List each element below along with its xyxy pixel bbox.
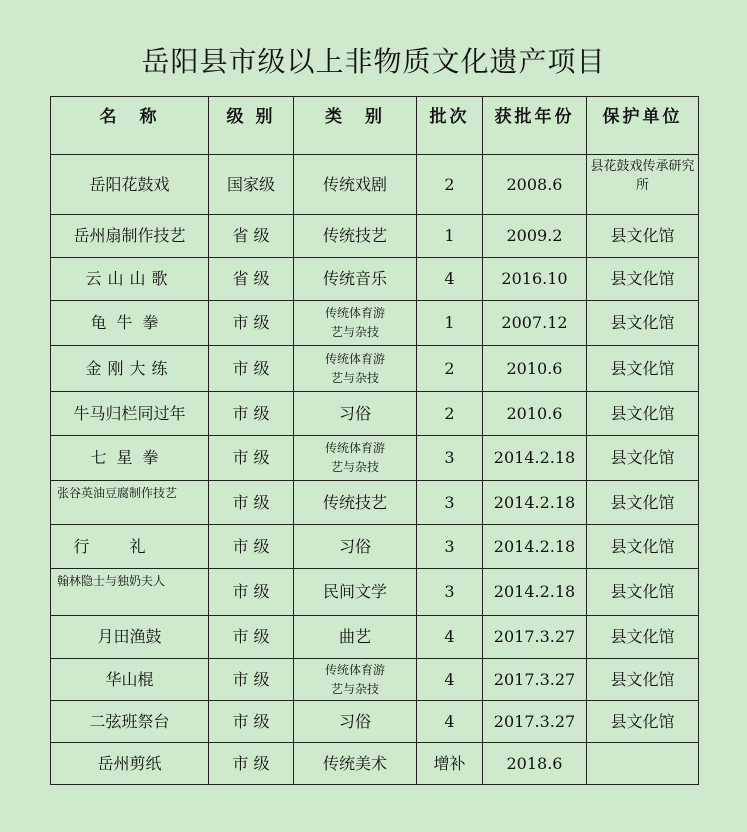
cell-batch: 3 xyxy=(417,525,483,569)
cell-level: 市 级 xyxy=(209,301,294,346)
cell-category xyxy=(294,436,417,481)
cell-batch: 2 xyxy=(417,346,483,392)
page-title: 岳阳县市级以上非物质文化遗产项目 xyxy=(141,45,606,78)
cell-batch: 2 xyxy=(417,392,483,436)
category-wrap: 传统体育游艺与杂技 xyxy=(324,662,385,696)
cell-name: 岳州扇制作技艺 xyxy=(51,215,209,258)
table-row xyxy=(51,258,699,301)
category-wrap: 传统体育游艺与杂技 xyxy=(324,351,385,385)
cell-name: 牛马归栏同过年 xyxy=(51,392,209,436)
table-row xyxy=(51,215,699,258)
cell-year: 2017.3.27 xyxy=(483,616,587,659)
cell-name: 行礼 xyxy=(51,525,209,569)
cell-unit: 县文化馆 xyxy=(587,392,699,436)
cell-level: 市 级 xyxy=(209,481,294,525)
cell-batch: 2 xyxy=(417,155,483,215)
cell-batch: 4 xyxy=(417,258,483,301)
cell-category: 习俗 xyxy=(294,392,417,436)
header-batch: 批次 xyxy=(417,97,483,155)
cell-batch: 4 xyxy=(417,659,483,701)
cell-name: 岳阳花鼓戏 xyxy=(51,155,209,215)
cell-batch: 4 xyxy=(417,701,483,743)
header-category: 类 别 xyxy=(294,97,417,155)
cell-category xyxy=(294,659,417,701)
cell-level: 市 级 xyxy=(209,436,294,481)
cell-level: 省 级 xyxy=(209,215,294,258)
table-row xyxy=(51,659,699,701)
cell-unit: 县文化馆 xyxy=(587,701,699,743)
header-year: 获批年份 xyxy=(483,97,587,155)
cell-unit: 县文化馆 xyxy=(587,215,699,258)
cell-year: 2010.6 xyxy=(483,392,587,436)
cell-level: 市 级 xyxy=(209,659,294,701)
cell-name: 金刚大练 xyxy=(51,346,209,392)
table-row xyxy=(51,481,699,525)
cell-category: 民间文学 xyxy=(294,569,417,616)
table-row xyxy=(51,525,699,569)
cell-level: 市 级 xyxy=(209,743,294,785)
cell-year: 2014.2.18 xyxy=(483,436,587,481)
heritage-table xyxy=(50,96,699,785)
cell-batch: 3 xyxy=(417,569,483,616)
cell-year: 2018.6 xyxy=(483,743,587,785)
cell-level: 市 级 xyxy=(209,346,294,392)
header-unit: 保护单位 xyxy=(587,97,699,155)
cell-name: 翰林隐士与独奶夫人 xyxy=(51,569,209,616)
cell-batch: 3 xyxy=(417,481,483,525)
table-row xyxy=(51,616,699,659)
cell-unit: 县文化馆 xyxy=(587,346,699,392)
cell-unit: 县文化馆 xyxy=(587,659,699,701)
cell-category: 传统技艺 xyxy=(294,215,417,258)
cell-year: 2009.2 xyxy=(483,215,587,258)
cell-level: 市 级 xyxy=(209,392,294,436)
cell-level: 市 级 xyxy=(209,616,294,659)
cell-batch: 1 xyxy=(417,215,483,258)
cell-level: 省 级 xyxy=(209,258,294,301)
cell-unit: 县花鼓戏传承研究所 xyxy=(587,155,699,215)
cell-year: 2010.6 xyxy=(483,346,587,392)
cell-name: 七星拳 xyxy=(51,436,209,481)
cell-batch: 4 xyxy=(417,616,483,659)
table-header-row xyxy=(51,97,699,155)
cell-category: 传统戏剧 xyxy=(294,155,417,215)
cell-category xyxy=(294,301,417,346)
cell-year: 2014.2.18 xyxy=(483,525,587,569)
cell-year: 2014.2.18 xyxy=(483,569,587,616)
cell-name: 云山山歌 xyxy=(51,258,209,301)
table-row xyxy=(51,701,699,743)
cell-level: 市 级 xyxy=(209,569,294,616)
cell-unit: 县文化馆 xyxy=(587,436,699,481)
table-row xyxy=(51,569,699,616)
category-wrap: 传统体育游艺与杂技 xyxy=(324,441,385,474)
cell-name: 张谷英油豆腐制作技艺 xyxy=(51,481,209,525)
cell-unit: 县文化馆 xyxy=(587,258,699,301)
cell-name: 华山棍 xyxy=(51,659,209,701)
cell-level: 国家级 xyxy=(209,155,294,215)
cell-unit: 县文化馆 xyxy=(587,525,699,569)
cell-year: 2016.10 xyxy=(483,258,587,301)
cell-batch: 增补 xyxy=(417,743,483,785)
cell-unit: 县文化馆 xyxy=(587,616,699,659)
header-name: 名 称 xyxy=(51,97,209,155)
cell-unit: 县文化馆 xyxy=(587,301,699,346)
cell-year: 2017.3.27 xyxy=(483,701,587,743)
cell-level: 市 级 xyxy=(209,701,294,743)
table-row xyxy=(51,155,699,215)
table-row xyxy=(51,436,699,481)
cell-level: 市 级 xyxy=(209,525,294,569)
cell-unit: 县文化馆 xyxy=(587,569,699,616)
cell-year: 2008.6 xyxy=(483,155,587,215)
cell-unit xyxy=(587,743,699,785)
cell-year: 2007.12 xyxy=(483,301,587,346)
cell-category: 传统技艺 xyxy=(294,481,417,525)
table-row xyxy=(51,743,699,785)
table-row xyxy=(51,346,699,392)
cell-category: 传统音乐 xyxy=(294,258,417,301)
cell-year: 2017.3.27 xyxy=(483,659,587,701)
cell-unit: 县文化馆 xyxy=(587,481,699,525)
cell-category: 习俗 xyxy=(294,525,417,569)
cell-year: 2014.2.18 xyxy=(483,481,587,525)
cell-name: 岳州剪纸 xyxy=(51,743,209,785)
cell-category: 传统美术 xyxy=(294,743,417,785)
category-wrap: 传统体育游艺与杂技 xyxy=(324,306,385,339)
header-level: 级 别 xyxy=(209,97,294,155)
cell-category: 习俗 xyxy=(294,701,417,743)
cell-name: 二弦班祭台 xyxy=(51,701,209,743)
cell-batch: 1 xyxy=(417,301,483,346)
table-row xyxy=(51,392,699,436)
cell-category: 曲艺 xyxy=(294,616,417,659)
cell-batch: 3 xyxy=(417,436,483,481)
table-row xyxy=(51,301,699,346)
cell-name: 龟牛拳 xyxy=(51,301,209,346)
cell-category xyxy=(294,346,417,392)
cell-name: 月田渔鼓 xyxy=(51,616,209,659)
